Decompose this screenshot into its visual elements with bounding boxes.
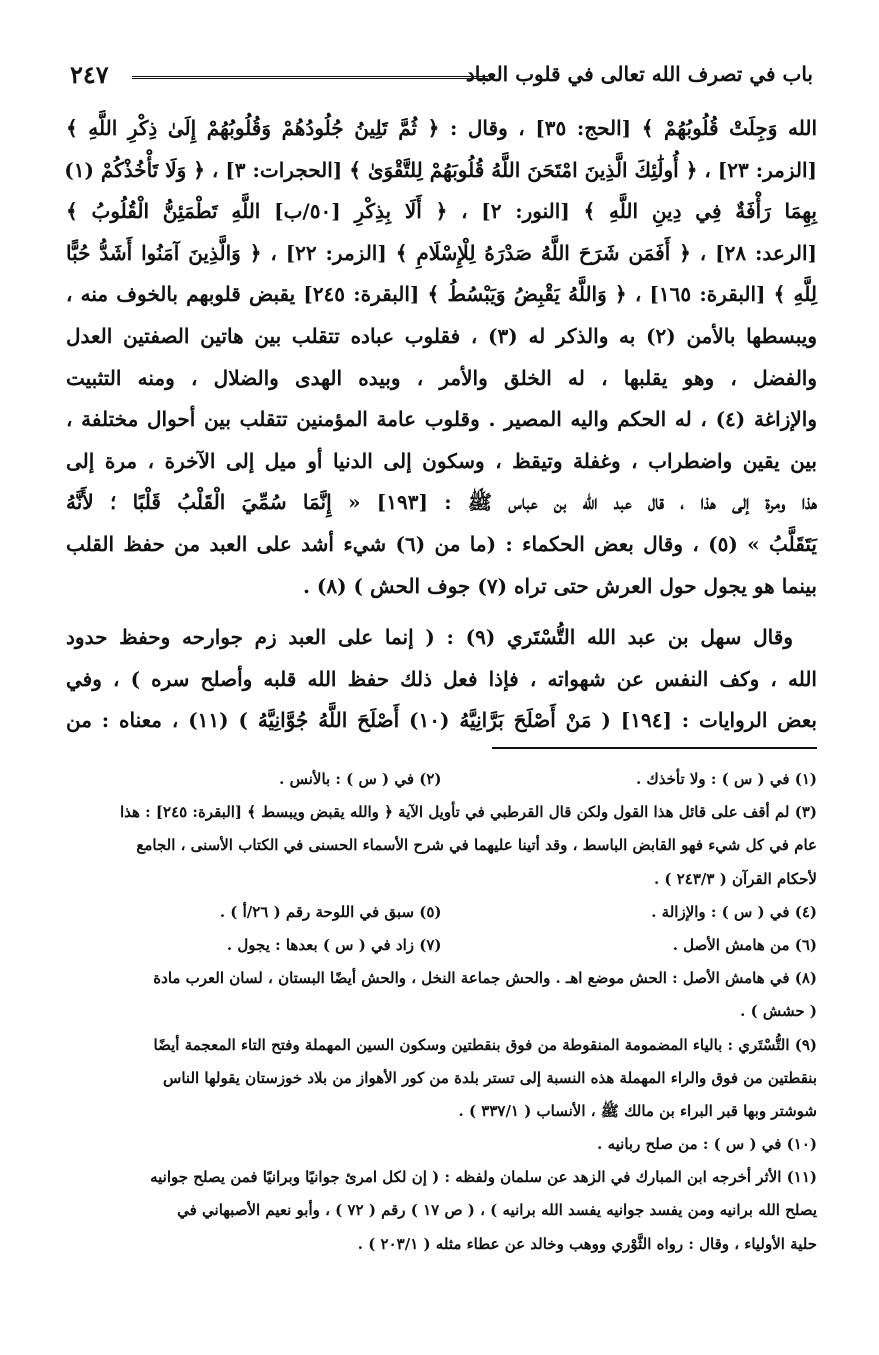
footnote-row <box>66 763 817 796</box>
footnote-9: شوشتر وبها قبر البراء بن مالك ﷺ ، الأنساب ( ٣٣٧/١ ) . <box>458 1101 817 1120</box>
text-line: بِهِمَا رَأْفَةٌ فِي دِينِ اللَّهِ ﴾ [النور: ٢] ، ﴿ أَلَا بِذِكْرِ [٥٠/ب] اللَّهِ تَطْمَئِنُّ الْقُلُوبُ ﴾ <box>66 199 817 224</box>
paragraph-gap <box>66 607 817 617</box>
footnote-row <box>66 896 817 929</box>
footnote-9: (٩) التُّسْتَري : بالياء المضمومة المنقوطة من فوق بنقطتين وسكون السين المهملة وفتح التاء المعجمة أيضًا <box>153 1035 817 1054</box>
text-line: بينما هو يجول حول العرش حتى تراه (٧) جوف الحش ) (٨) . <box>302 573 817 598</box>
main-text <box>66 108 817 742</box>
text-line: بين يقين واضطراب ، وغفلة وتيقظ ، وسكون إلى الدنيا أو ميل إلى الآخرة ، مرة إلى <box>66 448 817 473</box>
footnotes <box>66 763 817 1261</box>
footnote-11: يصلح الله برانيه ومن يفسد جوانيه يفسد الله برانيه ) ، ( ص ١٧ ) رقم ( ٧٢ ) ، وأبو نعيم الأصبهاني في <box>177 1201 817 1220</box>
footnote-3: عام في كل شيء فهو القابض الباسط ، وقد أتينا عليهما في شرح الأسماء الحسنى في الكتاب الأسنى ، الجامع <box>136 836 817 855</box>
footnote-4: (٤) في ( س ) : والإزالة . <box>651 902 817 921</box>
text-line: لِلَّهِ ﴾ [البقرة: ١٦٥] ، ﴿ وَاللَّهُ يَقْبِضُ وَيَبْسُطُ ﴾ [البقرة: ٢٤٥] يقبض قلوبهم بالخوف منه ، <box>66 282 817 307</box>
page-number: ٢٤٧ <box>70 60 109 89</box>
text-line: والفضل ، وهو يقلبها ، له الخلق والأمر ، وبيده الهدى والضلال ، ومنه التثبيت <box>66 365 817 390</box>
footnote-3: (٣) لم أقف على قائل هذا القول ولكن قال القرطبي في تأويل الآية ﴿ والله يقبض ويبسط ﴾ [البقرة: ٢٤٥] : هذا <box>119 803 817 822</box>
text-line: بعض الروايات : [١٩٤] ( مَنْ أَصْلَحَ بَرَّانِيَّهُ (١٠) أَصْلَحَ اللَّهُ جُوَّانِيَّهُ ) (١١) ، معناه : من <box>66 708 818 733</box>
text-line: ويبسطها بالأمن (٢) به والذكر له (٣) ، فقلوب عباده تتقلب بين هاتين الصفتين العدل <box>66 323 817 348</box>
text-line: الله ، وكف النفس عن شهواته ، فإذا فعل ذلك حفظ الله قلبه وأصلح سره ) ، وفي <box>66 666 817 691</box>
footnote-8: (٨) في هامش الأصل : الحش موضع اهـ . والحش جماعة النخل ، والحش أيضًا البستان ، لسان العرب مادة <box>153 969 817 988</box>
header-rule <box>132 76 488 82</box>
running-title: باب في تصرف الله تعالى في قلوب العباد <box>465 62 813 86</box>
text-line: والإزاغة (٤) ، له الحكم واليه المصير . وقلوب عامة المؤمنين تتقلب بين أحوال مختلفة ، <box>66 407 817 432</box>
footnote-9: بنقطتين من فوق والراء المهملة هذه النسبة إلى تستر بلدة من كور الأهواز من بلاد خوزستان يقولها الناس <box>163 1068 817 1087</box>
footnote-11: (١١) الأثر أخرجه ابن المبارك في الزهد عن سلمان ولفظه : ( إن لكل امرئ جوانيًا وبرانيًا فمن يصلح جوانيه <box>150 1168 817 1187</box>
footnote-5: (٥) سبق في اللوحة رقم ( ٢٦/أ ) . <box>219 902 442 921</box>
text-line: وقال سهل بن عبد الله التُّسْتَري (٩) : ( إنما على العبد زم جوارحه وحفظ حدود <box>66 625 793 650</box>
footnote-3: لأحكام القرآن ( ٢٤٣/٣ ) . <box>653 869 817 888</box>
footnote-11: حلية الأولياء ، وقال : رواه الثَّوْري ووهب وخالد عن عطاء مثله ( ٢٠٣/١ ) . <box>357 1234 817 1253</box>
footnote-2: (٢) في ( س ) : بالأنس . <box>279 770 442 788</box>
text-line: [الرعد: ٢٨] ، ﴿ أَفَمَن شَرَحَ اللَّهُ صَدْرَهُ لِلْإِسْلَامِ ﴾ [الزمر: ٢٢] ، ﴿ وَالَّذِينَ آمَنُوا أَشَدُّ حُبًّا <box>66 240 817 265</box>
footnote-6: (٦) من هامش الأصل . <box>672 935 817 954</box>
footnote-7: (٧) زاد في ( س ) بعدها : يجول . <box>226 935 442 954</box>
text-line: الله وَجِلَتْ قُلُوبُهُمْ ﴾ [الحج: ٣٥] ، وقال : ﴿ ثُمَّ تَلِينُ جُلُودُهُمْ وَقُلُوبُهُمْ إِلَىٰ ذِكْرِ اللَّهِ ﴾ <box>66 116 817 140</box>
text-line: هذا ومرة إلى هذا ، قال عبد الله بن عباس ﷺ : [١٩٣] « إِنَّمَا سُمِّيَ الْقَلْبُ قَلْبًا ؛ لأَنَّهُ <box>66 490 817 515</box>
footnote-separator <box>492 747 817 749</box>
page-header <box>70 62 813 98</box>
footnote-1: (١) في ( س ) : ولا تأخذك . <box>635 770 817 788</box>
footnote-8: ( حشش ) . <box>740 1002 817 1021</box>
text-line: يَتَقَلَّبُ » (٥) ، وقال بعض الحكماء : (ما من (٦) شيء أشد على العبد من حفظ القلب <box>66 531 817 556</box>
footnote-row <box>66 929 817 962</box>
footnote-10: (١٠) في ( س ) : من صلح ربانيه . <box>597 1135 817 1154</box>
text-line: [الزمر: ٢٣] ، ﴿ أُولَٰئِكَ الَّذِينَ امْتَحَنَ اللَّهُ قُلُوبَهُمْ لِلتَّقْوَىٰ ﴾ [الحجرات: ٣] ، ﴿ وَلَا تَأْخُذْكُمْ (١) <box>64 157 817 182</box>
